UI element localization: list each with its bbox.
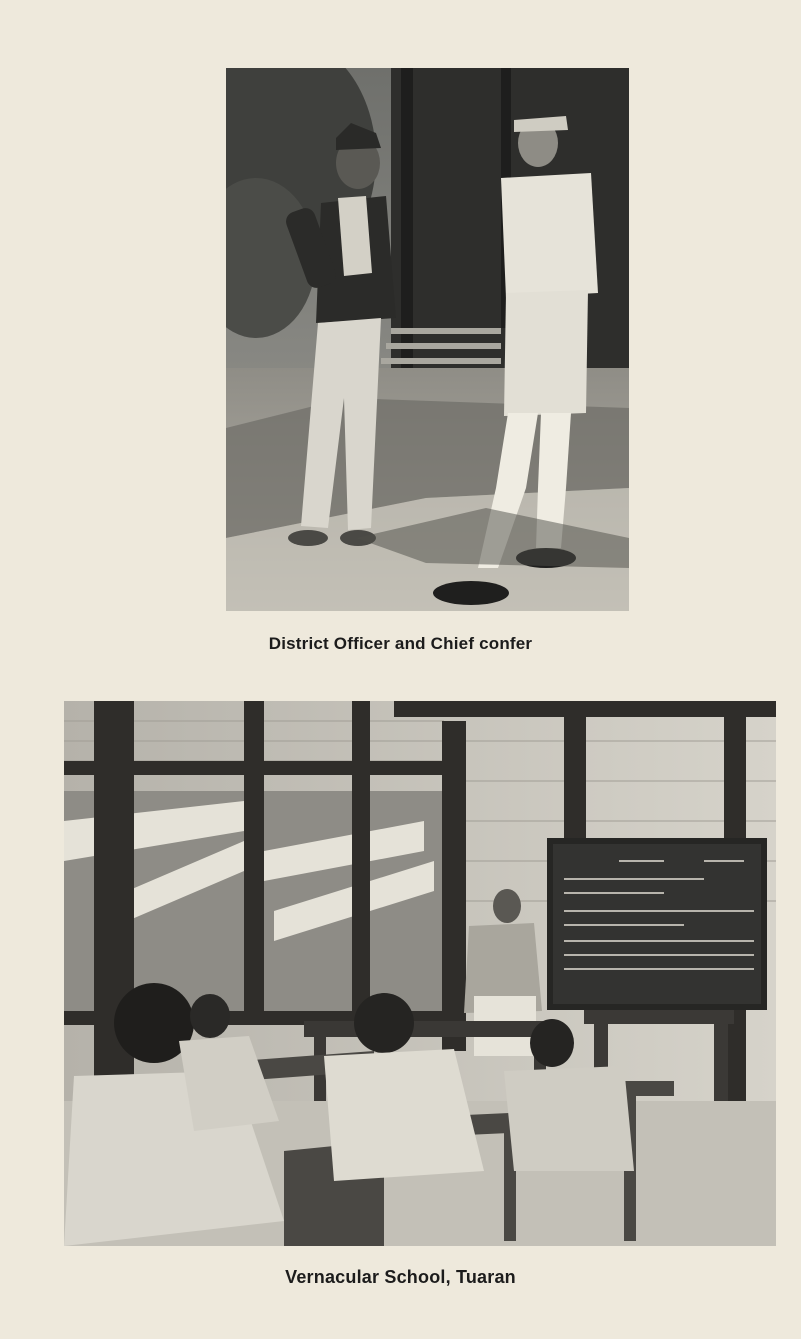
photo-vernacular-school <box>64 701 776 1246</box>
photo-caption-bottom: Vernacular School, Tuaran <box>285 1267 516 1287</box>
photo-district-officer-and-chief <box>226 68 629 611</box>
photo-caption-top: District Officer and Chief confer <box>268 634 533 653</box>
photo-bottom-illustration <box>64 701 776 1246</box>
photo-top-illustration <box>226 68 629 611</box>
